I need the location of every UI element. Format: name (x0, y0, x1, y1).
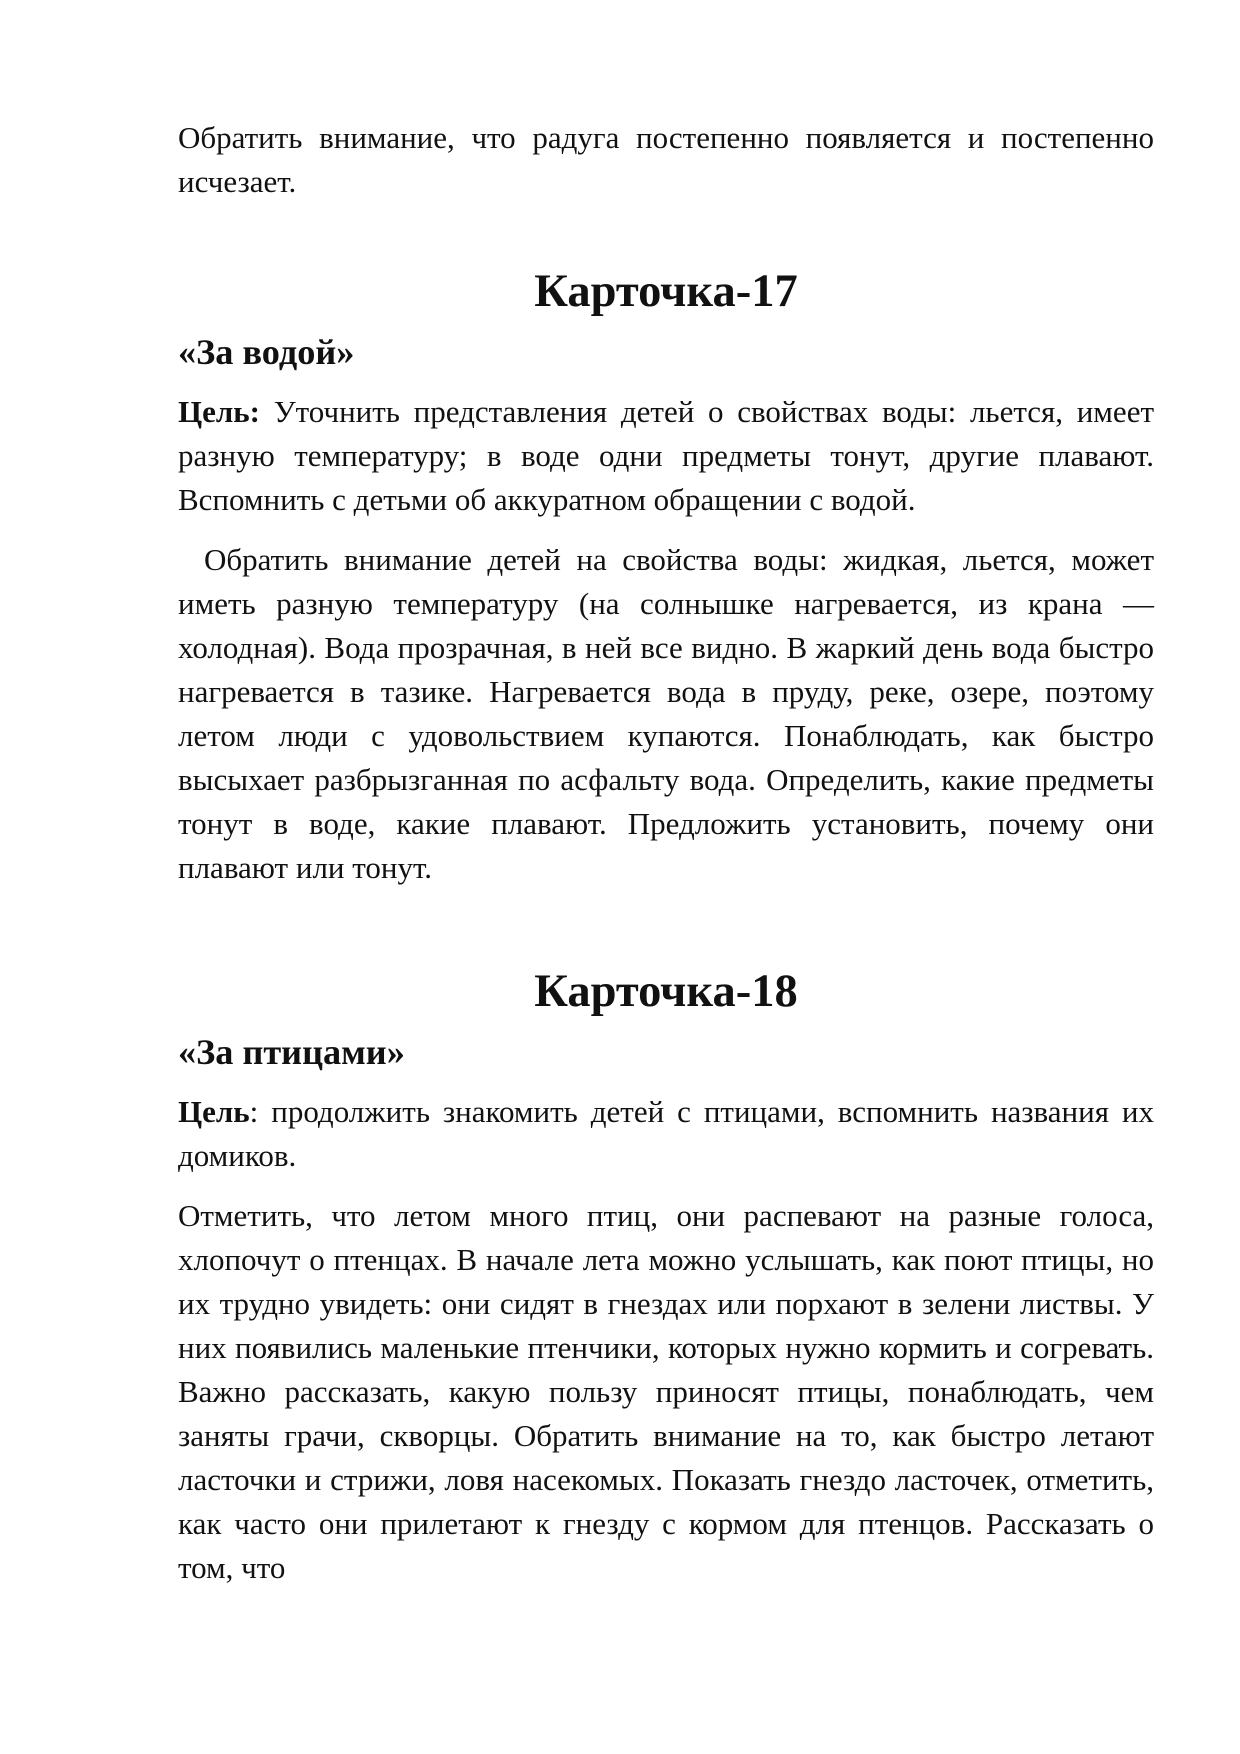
card-18 (178, 966, 1154, 1590)
card-17-goal (178, 390, 1154, 522)
card-17-goal-label: Цель: (178, 394, 260, 429)
intro-paragraph: Обратить внимание, что радуга постепенно появляется и постепенно исчезает. (178, 120, 1154, 199)
card-18-body: Отметить, что летом много птиц, они распевают на разные голоса, хлопочут о птенцах. В начале лета можно услышать, как поют птицы, но их трудно увидеть: они сидят в гнездах или порхают в зелени листвы. У них появились маленькие птенчики, которых нужно кормить и согревать. Важно рассказать, какую пользу приносят птицы, понаблюдать, чем заняты грачи, скворцы. Обратить внимание на то, как быстро летают ласточки и стрижи, ловя насекомых. Показать гнездо ласточек, отметить, как часто они прилетают к гнезду с кормом для птенцов. Рассказать о том, что (178, 1198, 1154, 1585)
document-page (178, 116, 1154, 1590)
card-18-subtitle: «За птицами» (178, 1032, 405, 1072)
card-17-title: Карточка-17 (534, 266, 798, 317)
card-18-goal-text: : продолжить знакомить детей с птицами, вспомнить названия их домиков. (178, 1094, 1154, 1173)
card-18-goal (178, 1090, 1154, 1178)
card-17-goal-text: Уточнить представления детей о свойствах воды: льется, имеет разную температуру; в воде одни предметы тонут, другие плавают. Вспомнить с детьми об аккуратном обращении с водой. (178, 394, 1154, 517)
card-18-goal-label: Цель (178, 1094, 250, 1129)
card-17-body: Обратить внимание детей на свойства воды: жидкая, льется, может иметь разную температуру (на солнышке нагревается, из крана — холодная). Вода прозрачная, в ней все видно. В жаркий день вода быстро нагревается в тазике. Нагревается вода в пруду, реке, озере, поэтому летом люди с удовольствием купаются. Понаблюдать, как быстро высыхает разбрызганная по асфальту вода. Определить, какие предметы тонут в воде, какие плавают. Предложить установить, почему они плавают или тонут. (178, 542, 1154, 885)
card-18-title: Карточка-18 (534, 966, 798, 1017)
card-17 (178, 266, 1154, 890)
card-17-subtitle: «За водой» (178, 332, 355, 372)
